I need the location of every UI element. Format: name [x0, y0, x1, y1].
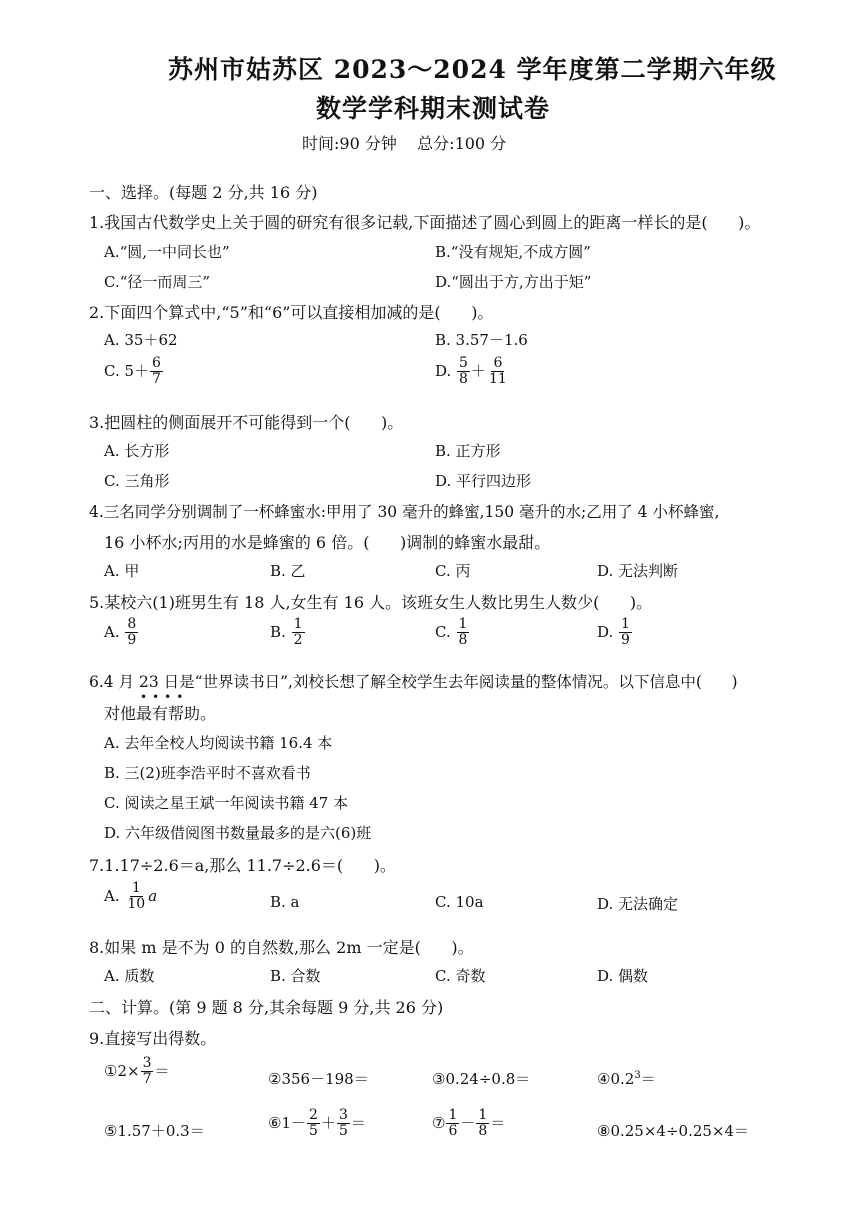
question-2-option-b: B. 3.57－1.6 [435, 331, 528, 349]
fraction: $\frac{8}{9}$ [127, 616, 137, 649]
question-8-option-c: C. 奇数 [435, 967, 486, 985]
fraction: $\frac{3}{7}$ [142, 1055, 152, 1088]
question-2-option-d: D. $\frac{5}{8}$ ＋ $\frac{6}{11}$ [435, 355, 507, 388]
question-5-stem: 5.某校六(1)班男生有 18 人,女生有 16 人。该班女生人数比男生人数少( )。 [89, 593, 653, 612]
calc-item-2: ②356－198＝ [268, 1070, 369, 1088]
question-2-option-a: A. 35＋62 [104, 331, 178, 349]
question-3-option-d: D. 平行四边形 [435, 472, 532, 490]
question-4-option-a: A. 甲 [104, 562, 140, 580]
question-4-stem-line2: 16 小杯水;丙用的水是蜂蜜的 6 倍。( )调制的蜂蜜水最甜。 [104, 533, 551, 552]
question-7-option-d: D. 无法确定 [597, 895, 679, 913]
fraction: $\frac{1}{10}$ [127, 880, 146, 913]
question-1-option-d: D.“圆出于方,方出于矩” [435, 273, 592, 291]
fraction: $\frac{6}{11}$ [488, 355, 507, 388]
question-8-option-b: B. 合数 [270, 967, 321, 985]
calc-item-5: ⑤1.57＋0.3＝ [104, 1122, 205, 1140]
question-5-option-d: D. $\frac{1}{9}$ [597, 616, 630, 649]
question-8-stem: 8.如果 m 是不为 0 的自然数,那么 2m 一定是( )。 [89, 938, 474, 957]
calc-item-1: ①2× $\frac{3}{7}$ ＝ [104, 1055, 170, 1088]
question-4-option-c: C. 丙 [435, 562, 471, 580]
question-7-option-a: A. $\frac{1}{10}$ a [104, 880, 158, 913]
question-1-option-a: A.“圆,一中同长也” [104, 243, 230, 261]
fraction: $\frac{2}{5}$ [309, 1107, 318, 1140]
question-3-option-a: A. 长方形 [104, 442, 170, 460]
question-8-option-a: A. 质数 [104, 967, 155, 985]
question-4-stem-line1: 4.三名同学分别调制了一杯蜂蜜水:甲用了 30 毫升的蜂蜜,150 毫升的水;乙用了 4 小杯蜂蜜, [89, 503, 720, 521]
question-8-option-d: D. 偶数 [597, 967, 649, 985]
question-4-option-d: D. 无法判断 [597, 562, 679, 580]
exam-meta: 时间:90 分钟 总分:100 分 [302, 134, 507, 153]
emphasis-dots: •••• [140, 690, 189, 704]
question-3-option-b: B. 正方形 [435, 442, 501, 460]
fraction: $\frac{6}{7}$ [152, 355, 161, 388]
section2-heading: 二、计算。(第 9 题 8 分,其余每题 9 分,共 26 分) [89, 998, 444, 1017]
question-5-option-a: A. $\frac{8}{9}$ [104, 616, 137, 649]
question-6-stem-line1: 6.4 月 23 日是“世界读书日”,刘校长想了解全校学生去年阅读量的整体情况。以下信息中( ) [89, 673, 738, 691]
calc-item-6: ⑥1－ $\frac{2}{5}$ ＋ $\frac{3}{5}$ ＝ [268, 1107, 366, 1140]
question-6-option-b: B. 三(2)班李浩平时不喜欢看书 [104, 764, 311, 782]
question-7-option-c: C. 10a [435, 893, 484, 911]
question-9-stem: 9.直接写出得数。 [89, 1029, 217, 1048]
question-6-option-d: D. 六年级借阅图书数量最多的是六(6)班 [104, 824, 372, 842]
question-1-option-c: C.“径一而周三” [104, 273, 211, 291]
fraction: $\frac{5}{8}$ [459, 355, 468, 388]
calc-item-4: $④0.2^3=$ [597, 1070, 656, 1088]
fraction: $\frac{1}{8}$ [478, 1107, 488, 1140]
page-title-line2: 数学学科期末测试卷 [316, 94, 551, 123]
question-1-option-b: B.“没有规矩,不成方圆” [435, 243, 591, 261]
question-6-option-a: A. 去年全校人均阅读书籍 16.4 本 [104, 734, 333, 752]
fraction: $\frac{3}{5}$ [338, 1107, 348, 1140]
question-3-stem: 3.把圆柱的侧面展开不可能得到一个( )。 [89, 413, 404, 432]
fraction: $\frac{1}{2}$ [293, 616, 303, 649]
question-3-option-c: C. 三角形 [104, 472, 170, 490]
question-4-option-b: B. 乙 [270, 562, 306, 580]
question-2-stem: 2.下面四个算式中,“5”和“6”可以直接相加减的是( )。 [89, 303, 494, 322]
question-2-option-c: C. 5＋ $\frac{6}{7}$ [104, 355, 161, 388]
section1-heading: 一、选择。(每题 2 分,共 16 分) [89, 183, 318, 202]
calc-item-3: ③0.24÷0.8＝ [432, 1070, 531, 1088]
question-1-stem: 1.我国古代数学史上关于圆的研究有很多记载,下面描述了圆心到圆上的距离一样长的是( )。 [89, 213, 761, 232]
fraction: $\frac{1}{9}$ [621, 616, 630, 649]
question-6-stem-line2: 对他最有帮助。 [104, 704, 217, 723]
fraction: $\frac{1}{8}$ [458, 616, 468, 649]
page-title-line1: 苏州市姑苏区 2023～2024 学年度第二学期六年级 [168, 55, 777, 84]
question-5-option-c: C. $\frac{1}{8}$ [435, 616, 468, 649]
question-7-stem: 7.1.17÷2.6＝a,那么 11.7÷2.6＝( )。 [89, 856, 396, 875]
fraction: $\frac{1}{6}$ [448, 1107, 458, 1140]
calc-item-7: ⑦ $\frac{1}{6}$ － $\frac{1}{8}$ ＝ [432, 1107, 506, 1140]
calc-item-8: ⑧0.25×4÷0.25×4＝ [597, 1122, 750, 1140]
question-5-option-b: B. $\frac{1}{2}$ [270, 616, 303, 649]
question-7-option-b: B. a [270, 893, 300, 911]
question-6-option-c: C. 阅读之星王斌一年阅读书籍 47 本 [104, 794, 349, 812]
